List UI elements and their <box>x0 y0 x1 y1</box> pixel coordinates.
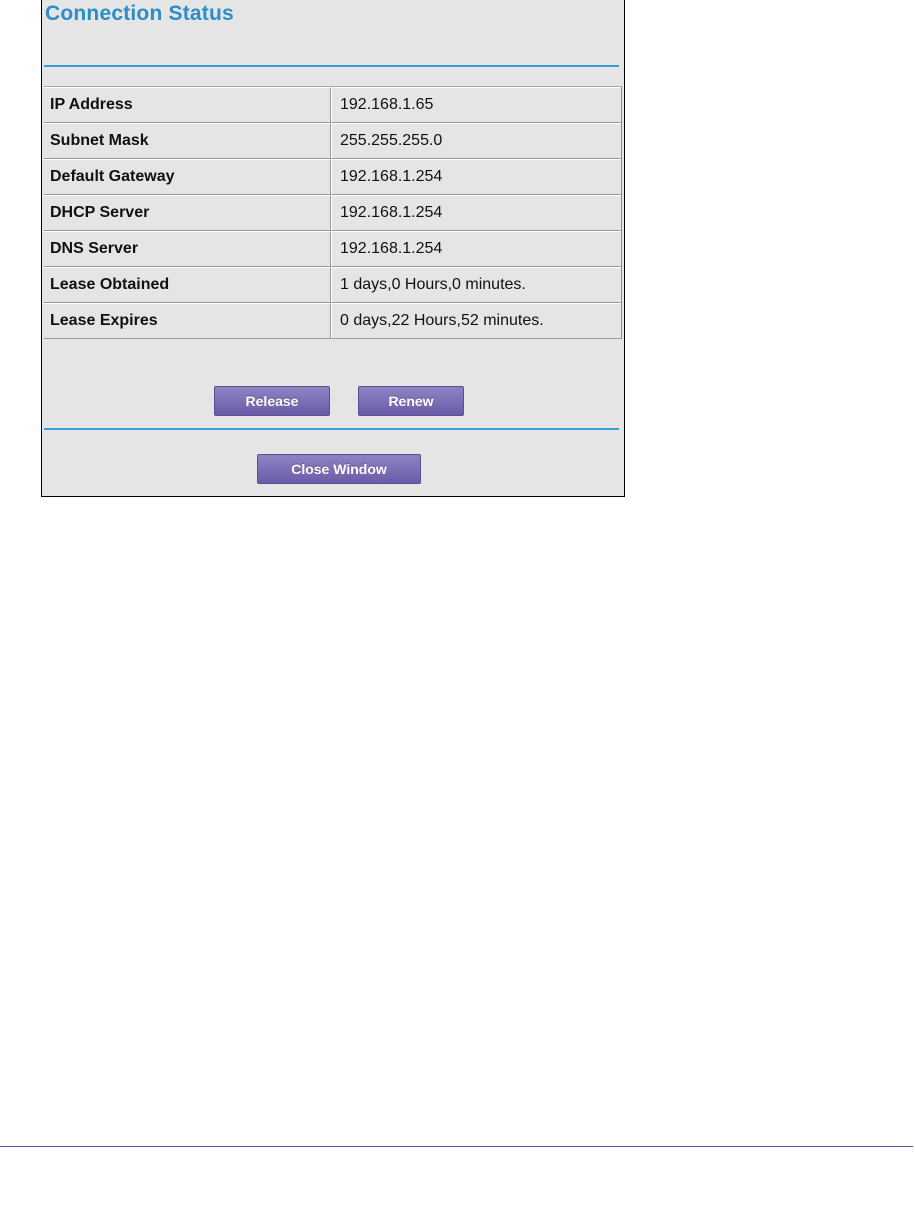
table-row <box>44 267 621 303</box>
table-row <box>44 195 621 231</box>
row-value: 192.168.1.65 <box>331 87 621 123</box>
table-row <box>44 159 621 195</box>
renew-button[interactable]: Renew <box>358 386 464 416</box>
row-label: Lease Obtained <box>44 267 331 303</box>
connection-status-window <box>41 0 625 497</box>
row-label: DNS Server <box>44 231 331 267</box>
row-value: 192.168.1.254 <box>331 231 621 267</box>
window-title: Connection Status <box>45 2 234 25</box>
row-label: DHCP Server <box>44 195 331 231</box>
row-label: Subnet Mask <box>44 123 331 159</box>
page-footer-divider <box>0 1146 913 1147</box>
close-window-button[interactable]: Close Window <box>257 454 421 484</box>
row-label: Default Gateway <box>44 159 331 195</box>
row-label: IP Address <box>44 87 331 123</box>
connection-status-table <box>44 86 622 339</box>
table-row <box>44 231 621 267</box>
release-button[interactable]: Release <box>214 386 330 416</box>
row-label: Lease Expires <box>44 303 331 339</box>
title-divider <box>44 65 619 67</box>
buttons-divider <box>44 428 619 430</box>
row-value: 255.255.255.0 <box>331 123 621 159</box>
row-value: 192.168.1.254 <box>331 195 621 231</box>
row-value: 192.168.1.254 <box>331 159 621 195</box>
table-row <box>44 87 621 123</box>
row-value: 0 days,22 Hours,52 minutes. <box>331 303 621 339</box>
table-row <box>44 123 621 159</box>
row-value: 1 days,0 Hours,0 minutes. <box>331 267 621 303</box>
table-row <box>44 303 621 339</box>
